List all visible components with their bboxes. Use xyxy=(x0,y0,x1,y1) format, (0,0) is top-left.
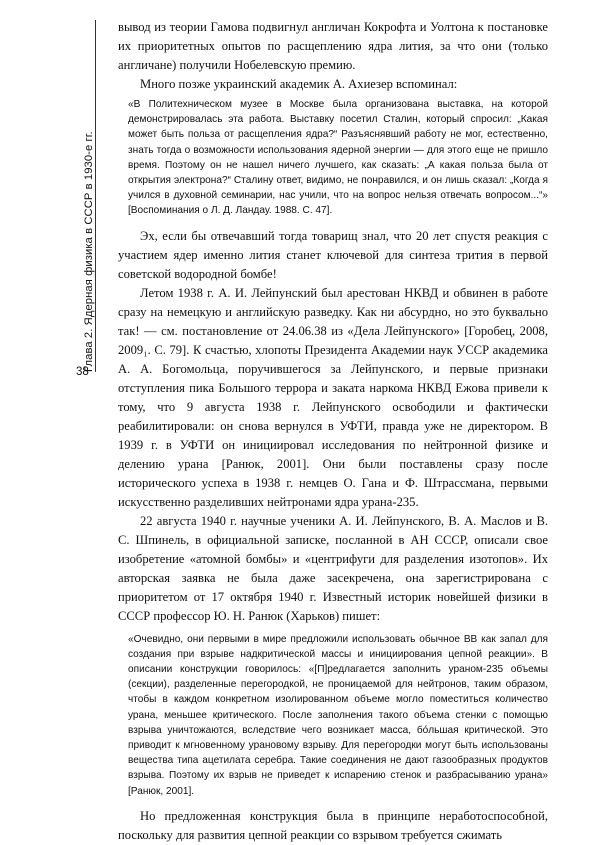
paragraph-gamow-theory: вывод из теории Гамова подвигнул англичан Кокрофта и Уолтона к постановке их приоритетных опытов по расщеплению ядра лития, за что они (только англичане) получили Нобелевскую премию. xyxy=(118,20,548,72)
quote-ranyuk: «Очевидно, они первыми в мире предложили использовать обычное ВВ как запал для создания при взрыве надкритической массы и инициирования цепной реакции». В описании конструкции говорилось: «[П]редлагается заполнить ураном-235 объемы (секции), разделенные перегородкой, не проницаемой для нейтронов, таким образом, чтобы в каждом конкретном изолированном объеме могло поместиться количество урана, меньшее критического. После заполнения такого объема стенки с помощью взрыва уничтожаются, вследствие чего возникает масса, бо́льшая критической. Это приводит к мгновенному урановому взрыву. Для перегородки могут быть использованы вещества типа ацетилата серебра. Такие соединения не дают газообразных продуктов взрыва. Поэтому их взрыв не приведет к испарению стенок и разбрасыванию урана» [Ранюк, 2001]. xyxy=(128,633,548,797)
running-header-text: Глава 2. Ядерная физика в СССР в 1930-е гг. xyxy=(83,131,95,372)
paragraph-akhiezer-intro: Много позже украинский академик А. Ахиезер вспоминал: xyxy=(140,77,458,91)
paragraph-design-flaw: Но предложенная конструкция была в принципе неработоспособной, поскольку для развития цепной реакции со взрывом требуется сжимать xyxy=(118,808,548,842)
header-rule xyxy=(95,20,96,372)
paragraph-maslov-shpinel: 22 августа 1940 г. научные ученики А. И. Лейпунского, В. А. Маслов и В. С. Шпинель, в официальной записке, посланной в АН СССР, описали свое изобретение «атомной бомбы» и «центрифуги для разделения изотопов». Их авторская заявка не была даже засекречена, она зарегистрирована с приоритетом от 17 октября 1940 г. Известный историк новейшей физики в СССР профессор Ю. Н. Ранюк (Харьков) пишет: xyxy=(118,513,548,623)
body-text xyxy=(118,18,548,845)
quote-akhiezer: «В Политехническом музее в Москве была организована выставка, на которой демонстрировалась эта работа. Выставку посетил Сталин, который спросил: „Какая может быть польза от расщепления ядра?“ Разъяснявший работу не мог, естественно, знать тогда о возможности использования ядерной энергии — для этого еще не пришло время. Поэтому он не нашел ничего лучшего, как сказать: „А какая польза была от открытия электрона?“ Сталину ответ, видимо, не понравился, и он лишь сказал: „Когда я учился в духовной семинарии, нас учили, что на вопрос нельзя отвечать вопросом...“» [Воспоминания о Л. Д. Ландау. 1988. С. 47]. xyxy=(128,99,548,217)
paragraph-leipunsky-arrest: Летом 1938 г. А. И. Лейпунский был арестован НКВД и обвинен в работе сразу на немецкую и английскую разведку. Как ни абсурдно, но это буквально так! — см. постановление от 24.06.38 из «Дела Лейпунского» [Горобец, 2008, 2009₁. С. 79]. К счастью, хлопоты Президента Академии наук УССР академика А. А. Богомольца, поручившегося за Лейпунского, и первые признаки отступления пика Большого террора и заката наркома НКВД Ежова привели к тому, что 9 августа 1938 г. Лейпунского освободили и фактически реабилитировали: он снова вернулся в УФТИ, правда уже не директором. В 1939 г. в УФТИ он инициировал исследования по нейтронной физике и делению урана [Ранюк, 2001]. Они были поставлены сразу после исторического успеха в 1938 г. немцев О. Гана и Ф. Штрассмана, первыми искусственно разделивших нейтронами ядра урана-235. xyxy=(118,285,548,509)
paragraph-lithium-tritium: Эх, если бы отвечавший тогда товарищ знал, что 20 лет спустя реакция с участием ядер именно лития станет ключевой для синтеза трития в первой советской водородной бомбе! xyxy=(118,228,548,281)
page-number: 38 xyxy=(76,366,89,378)
